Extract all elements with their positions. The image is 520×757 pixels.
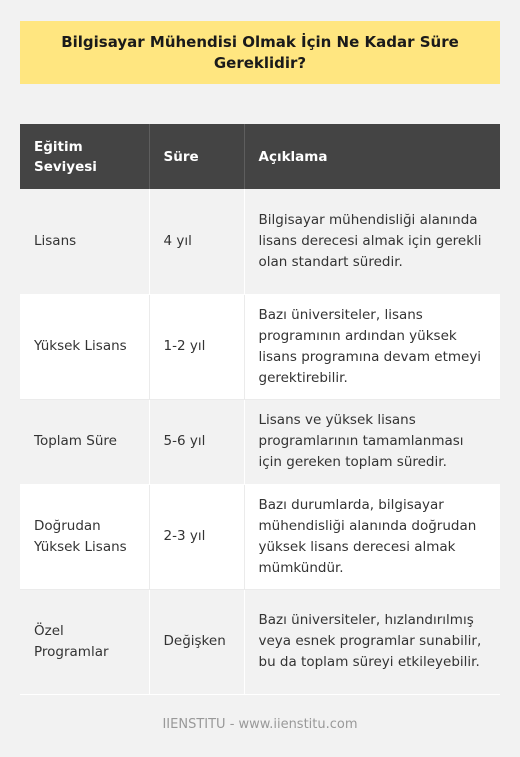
cell-level: Toplam Süre [20, 399, 149, 484]
cell-level: Yüksek Lisans [20, 294, 149, 399]
cell-level: Doğrudan Yüksek Lisans [20, 484, 149, 589]
header-description: Açıklama [244, 124, 500, 189]
table-row [20, 484, 500, 589]
table-header-row [20, 124, 500, 189]
cell-description: Lisans ve yüksek lisans programlarının tamamlanması için gereken toplam süredir. [244, 399, 500, 484]
table-row [20, 294, 500, 399]
table-row [20, 189, 500, 294]
cell-level: Lisans [20, 189, 149, 294]
cell-duration: 5-6 yıl [149, 399, 244, 484]
cell-description: Bazı üniversiteler, hızlandırılmış veya esnek programlar sunabilir, bu da toplam süreyi etkileyebilir. [244, 589, 500, 694]
cell-duration: Değişken [149, 589, 244, 694]
cell-duration: 2-3 yıl [149, 484, 244, 589]
cell-level: Özel Programlar [20, 589, 149, 694]
cell-description: Bazı durumlarda, bilgisayar mühendisliği alanında doğrudan yüksek lisans derecesi almak mümkündür. [244, 484, 500, 589]
cell-description: Bazı üniversiteler, lisans programının ardından yüksek lisans programına devam etmeyi gerektirebilir. [244, 294, 500, 399]
header-duration: Süre [149, 124, 244, 189]
table-row [20, 399, 500, 484]
page-title: Bilgisayar Mühendisi Olmak İçin Ne Kadar Süre Gereklidir? [61, 32, 459, 72]
education-duration-table [20, 124, 500, 695]
table-row [20, 589, 500, 694]
footer-credit: IIENSTITU - www.iienstitu.com [162, 717, 358, 732]
cell-description: Bilgisayar mühendisliği alanında lisans derecesi almak için gerekli olan standart süredir. [244, 189, 500, 294]
cell-duration: 1-2 yıl [149, 294, 244, 399]
cell-duration: 4 yıl [149, 189, 244, 294]
title-banner [20, 21, 500, 84]
header-education-level: Eğitim Seviyesi [20, 124, 149, 189]
